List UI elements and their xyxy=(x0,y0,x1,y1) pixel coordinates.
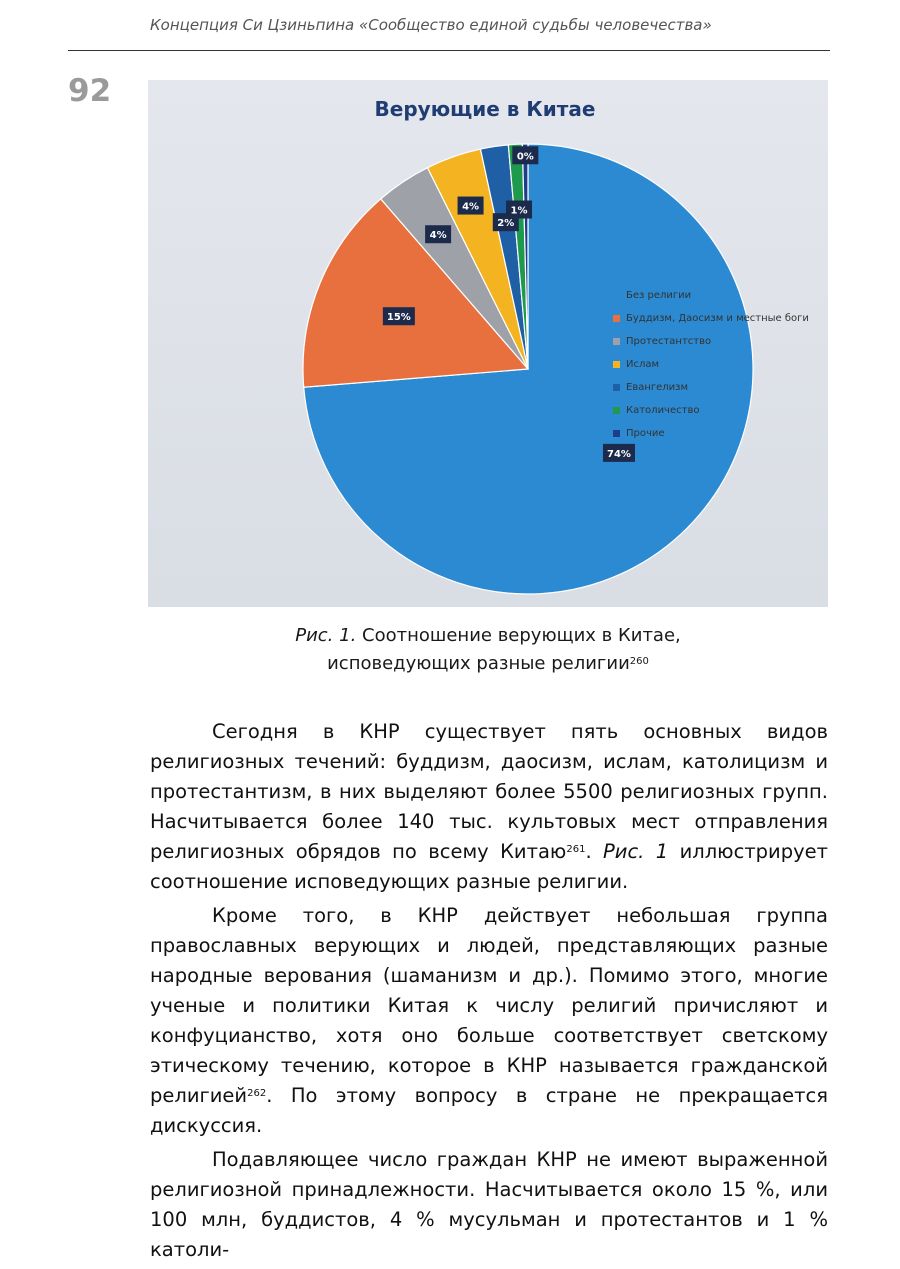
legend-item-5 xyxy=(613,399,823,422)
legend-item-2 xyxy=(613,330,823,353)
slice-label-5: 1% xyxy=(510,205,528,217)
body-text xyxy=(150,717,828,1269)
chart-title: Верующие в Китае xyxy=(374,97,596,121)
figure-caption xyxy=(148,622,828,678)
legend-swatch xyxy=(613,384,620,391)
slice-label-0: 74% xyxy=(607,448,631,460)
legend-label: Прочие xyxy=(626,428,665,439)
legend-item-4 xyxy=(613,376,823,399)
slice-label-2: 4% xyxy=(429,230,447,242)
legend-swatch xyxy=(613,315,620,322)
slice-label-3: 4% xyxy=(462,201,480,213)
chart-legend xyxy=(613,284,823,445)
footnote-ref[interactable]: 261 xyxy=(566,844,586,855)
paragraph-2: Кроме того, в КНР действует небольшая группа православных верующих и людей, представляющих разные народные верования (шаманизм и др.). Помимо этого, многие ученые и политики Китая к числу религий причисляют и конфуцианство, хотя оно больше соответствует светскому этическому течению, которое в КНР называется гражданской религией$^{262}$. По этому вопросу в стране не прекращается дискуссия. xyxy=(150,904,828,1137)
running-title: Концепция Си Цзиньпина «Сообщество единой судьбы человечества» xyxy=(150,16,712,34)
legend-item-0 xyxy=(613,284,823,307)
legend-swatch xyxy=(613,407,620,414)
legend-swatch xyxy=(613,338,620,345)
slice-label-1: 15% xyxy=(386,312,411,324)
chart-figure xyxy=(148,80,828,607)
page-number: 92 xyxy=(68,73,112,109)
legend-label: Буддизм, Даосизм и местные боги xyxy=(626,313,809,324)
figure-reference: Рис. 1 xyxy=(603,840,669,863)
legend-item-6 xyxy=(613,422,823,445)
legend-label: Протестантство xyxy=(626,336,712,347)
footnote-ref[interactable]: 260 xyxy=(629,656,649,667)
caption-label: Рис. 1. xyxy=(295,625,357,646)
footnote-ref[interactable]: 262 xyxy=(247,1088,267,1099)
paragraph-1: Сегодня в КНР существует пять основных видов религиозных течений: буддизм, даосизм, ислам, католицизм и протестантизм, в них выделяют более 5500 религиозных групп. Насчитывается более 140 тыс. культовых мест отправления религиозных обрядов по всему Китаю$^{261}$. Рис. 1 иллюстрирует соотношение исповедующих разные религии. xyxy=(150,720,828,893)
caption-line1: Соотношение верующих в Китае, xyxy=(362,625,681,646)
legend-item-3 xyxy=(613,353,823,376)
legend-swatch xyxy=(613,361,620,368)
legend-label: Католичество xyxy=(626,405,700,416)
slice-label-4: 2% xyxy=(497,218,515,230)
caption-line2: исповедующих разные религии xyxy=(327,653,630,674)
legend-label: Без религии xyxy=(626,290,692,301)
paragraph-3: Подавляющее число граждан КНР не имеют выраженной религиозной принадлежности. Насчитывается около 15 %, или 100 млн, буддистов, 4 % мусульман и протестантов и 1 % католи- xyxy=(150,1148,828,1261)
legend-label: Евангелизм xyxy=(626,382,689,393)
legend-swatch xyxy=(613,292,620,299)
slice-label-6: 0% xyxy=(516,151,534,163)
header-rule xyxy=(68,50,830,51)
legend-label: Ислам xyxy=(626,359,660,370)
legend-swatch xyxy=(613,430,620,437)
legend-item-1 xyxy=(613,307,823,330)
